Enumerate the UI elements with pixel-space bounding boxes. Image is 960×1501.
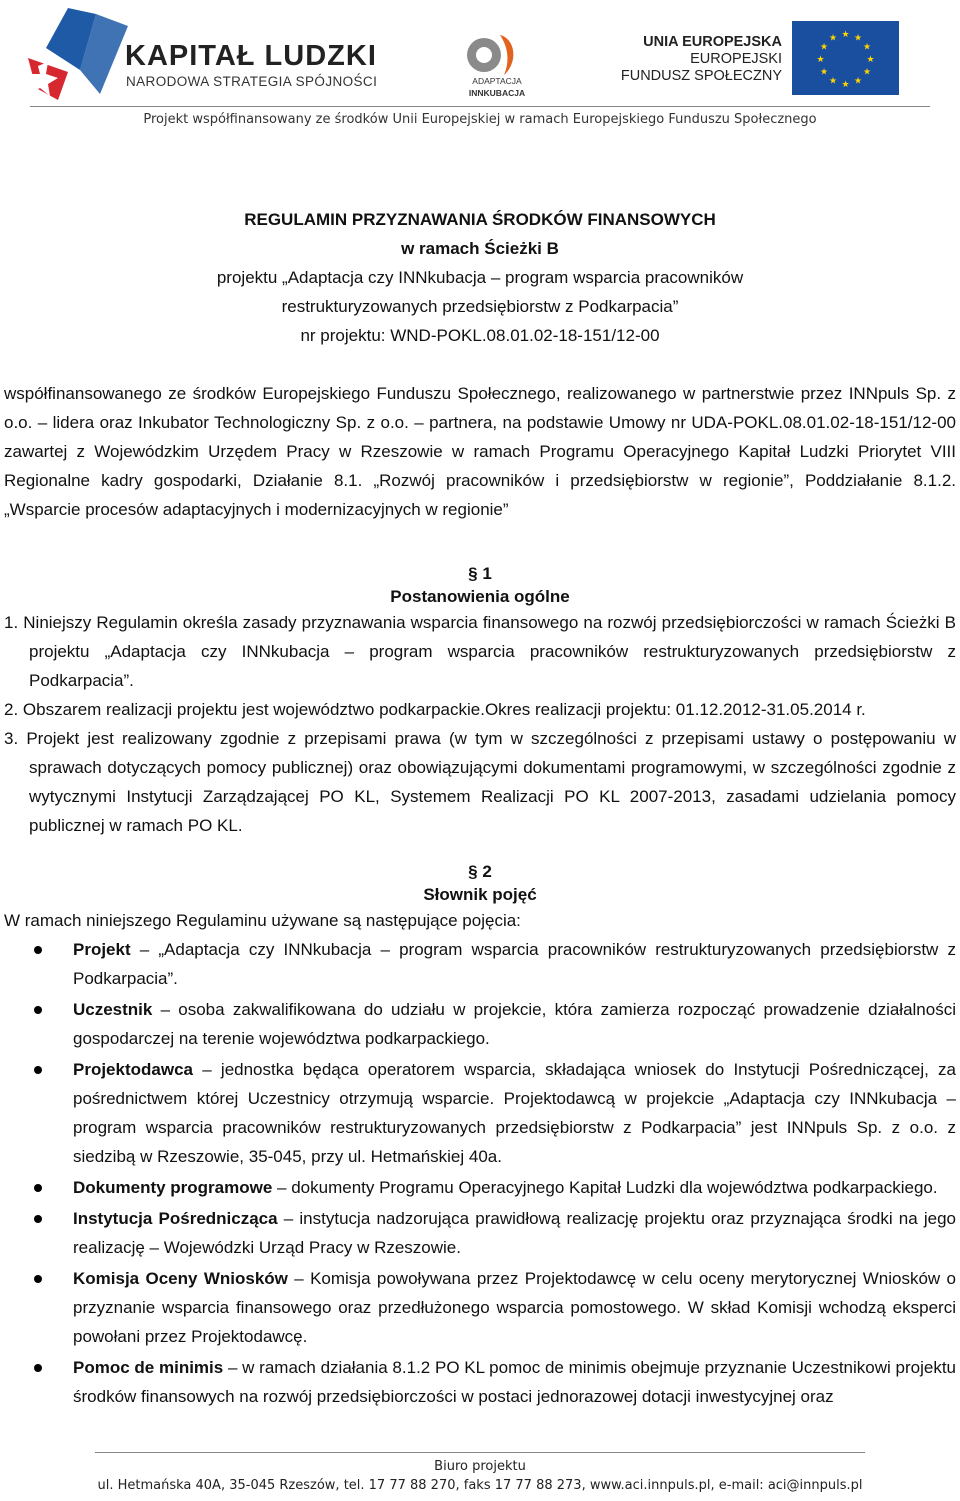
bullet-icon	[34, 1215, 42, 1223]
definition-text: – „Adaptacja czy INNkubacja – program wsparcia pracowników restrukturyzowanych przedsiębiorstw z Podkarpacia”.	[73, 940, 956, 988]
section-2-title: Słownik pojęć	[423, 885, 537, 904]
footer-office-label: Biuro projektu	[434, 1459, 526, 1474]
svg-text:★: ★	[841, 80, 850, 90]
bullet-icon	[34, 1364, 42, 1372]
footer-contact: ul. Hetmańska 40A, 35-045 Rzeszów, tel. 17 77 88 270, faks 17 77 88 273, www.aci.innpuls.pl, e-mail: aci@innpuls.pl	[97, 1478, 863, 1493]
svg-text:★: ★	[828, 76, 838, 87]
definition-item	[0, 1264, 960, 1351]
definition-text: – osoba zakwalifikowana do udziału w projekcie, która zamierza rozpocząć prowadzenie działalności gospodarczej na terenie województwa podkarpackiego.	[73, 1000, 956, 1048]
page-header	[0, 0, 960, 140]
section-1-item: 1. Niniejszy Regulamin określa zasady przyznawania wsparcia finansowego na rozwój przedsiębiorczości w ramach Ścieżki B projektu „Adaptacja czy INNkubacja – program wsparcia pracowników restrukturyzowanych przedsiębiorstw z Podkarpacia”.	[4, 613, 956, 690]
eu-line1: UNIA EUROPEJSKA	[643, 34, 782, 50]
definition-text: – instytucja nadzorująca prawidłową realizację projektu oraz przyznająca środki na jego realizację – Wojewódzki Urząd Pracy w Rzeszowie.	[73, 1209, 956, 1257]
section-2-lead: W ramach niniejszego Regulaminu używane są następujące pojęcia:	[4, 911, 521, 930]
definition-term: Pomoc de minimis	[73, 1358, 224, 1377]
definition-term: Projekt	[73, 940, 131, 959]
bullet-icon	[34, 1006, 42, 1014]
section-1-item: 3. Projekt jest realizowany zgodnie z przepisami prawa (w tym w szczególności z przepisami ustawy o postępowaniu w sprawach dotyczących pomocy publicznej) oraz obowiązującymi dokumentami programowymi, w szczególności zgodnie z wytycznymi Instytucji Zarządzającej PO KL, Systemem Realizacji PO KL 2007-2013, zasadami udzielania pomocy publicznej w ramach PO KL.	[4, 729, 956, 835]
section-2-number: § 2	[468, 862, 492, 881]
definition-term: Dokumenty programowe	[73, 1178, 273, 1197]
definition-item	[0, 1204, 960, 1262]
definition-term: Komisja Oceny Wniosków	[73, 1269, 288, 1288]
bullet-icon	[34, 1275, 42, 1283]
header-tagline: Projekt współfinansowany ze środków Unii Europejskiej w ramach Europejskiego Funduszu Społecznego	[143, 112, 817, 127]
innkubacja-logo-text: INNKUBACJA	[468, 88, 526, 98]
definition-text: – jednostka będąca operatorem wsparcia, składająca wniosek do Instytucji Pośredniczącej, za pośrednictwem której Uczestnicy otrzymują wsparcie. Projektodawcą w projekcie „Adaptacja czy INNkubacja – program wsparcia pracowników restrukturyzowanych przedsiębiorstw z Podkarpacia” jest INNpuls Sp. z o.o. z siedzibą w Rzeszowie, 35-045, przy ul. Hetmańskiej 40a.	[73, 1060, 956, 1166]
svg-text:★: ★	[862, 67, 872, 78]
svg-text:★: ★	[853, 33, 863, 44]
definition-term: Projektodawca	[73, 1060, 193, 1079]
kapital-ludzki-logo	[28, 8, 128, 100]
eu-line2: EUROPEJSKI	[690, 51, 782, 67]
kapital-ludzki-subtitle: NARODOWA STRATEGIA SPÓJNOŚCI	[126, 74, 378, 89]
definition-item	[0, 1353, 960, 1411]
svg-text:★: ★	[816, 55, 825, 65]
svg-text:★: ★	[828, 33, 838, 44]
eu-text	[600, 34, 782, 85]
document-title-block	[0, 205, 960, 350]
document-body	[0, 205, 960, 1413]
definition-item	[0, 1055, 960, 1171]
bullet-icon	[34, 1066, 42, 1074]
definition-text: – dokumenty Programu Operacyjnego Kapitał Ludzki dla województwa podkarpackiego.	[272, 1178, 938, 1197]
definition-item	[0, 995, 960, 1053]
svg-text:★: ★	[853, 76, 863, 87]
document-title: REGULAMIN PRZYZNAWANIA ŚRODKÓW FINANSOWYCH	[244, 210, 716, 229]
section-1-title: Postanowienia ogólne	[390, 587, 570, 606]
definition-term: Instytucja Pośrednicząca	[73, 1209, 278, 1228]
eu-line3: FUNDUSZ SPOŁECZNY	[620, 68, 782, 84]
project-name-line2: restrukturyzowanych przedsiębiorstw z Podkarpacia”	[281, 297, 679, 316]
eu-flag-icon	[792, 21, 899, 95]
bullet-icon	[34, 946, 42, 954]
definition-item	[0, 1173, 960, 1202]
kapital-ludzki-title: KAPITAŁ LUDZKI	[125, 40, 377, 72]
section-1-number: § 1	[468, 564, 492, 583]
svg-text:★: ★	[862, 42, 872, 53]
project-number: nr projektu: WND-POKL.08.01.02-18-151/12-00	[300, 326, 660, 345]
definition-text: – Komisja powoływana przez Projektodawcę w celu oceny merytorycznej Wniosków o przyznanie wsparcia finansowego oraz przedłużonego wsparcia pomostowego. W skład Komisji wchodzą eksperci powołani przez Projektodawcę.	[73, 1269, 956, 1346]
definition-item	[0, 935, 960, 993]
document-subtitle: w ramach Ścieżki B	[401, 239, 559, 258]
section-1-heading	[0, 562, 960, 608]
project-name-line1: projektu „Adaptacja czy INNkubacja – program wsparcia pracowników	[216, 268, 744, 287]
section-2-heading	[0, 860, 960, 906]
footer-divider	[95, 1452, 865, 1453]
definition-term: Uczestnik	[73, 1000, 153, 1019]
header-divider	[30, 106, 930, 107]
intro-paragraph: współfinansowanego ze środków Europejskiego Funduszu Społecznego, realizowanego w partnerstwie przez INNpuls Sp. z o.o. – lidera oraz Inkubator Technologiczny Sp. z o.o. – partnera, na podstawie Umowy nr UDA-POKL.08.01.02-18-151/12-00 zawartej z Wojewódzkim Urzędem Pracy w Rzeszowie w ramach Programu Operacyjnego Kapitał Ludzki Priorytet VIII Regionalne kadry gospodarki, Działanie 8.1. „Rozwój pracowników i przedsiębiorstw w regionie”, Poddziałanie 8.1.2. „Wsparcie procesów adaptacyjnych i modernizacyjnych w regionie”	[4, 384, 956, 519]
definitions-list	[0, 935, 960, 1411]
svg-text:★: ★	[819, 67, 829, 78]
definition-text: – w ramach działania 8.1.2 PO KL pomoc de minimis obejmuje przyznanie Uczestnikowi projektu środków finansowych na rozwój przedsiębiorczości w postaci jednorazowej dotacji inwestycyjnej oraz	[73, 1358, 957, 1406]
svg-text:★: ★	[866, 55, 875, 65]
section-1-item: 2. Obszarem realizacji projektu jest województwo podkarpackie.Okres realizacji projektu: 01.12.2012-31.05.2014 r.	[4, 700, 866, 719]
adaptacja-logo-text: ADAPTACJA	[472, 76, 522, 86]
bullet-icon	[34, 1184, 42, 1192]
svg-text:★: ★	[819, 42, 829, 53]
svg-text:★: ★	[841, 30, 850, 40]
